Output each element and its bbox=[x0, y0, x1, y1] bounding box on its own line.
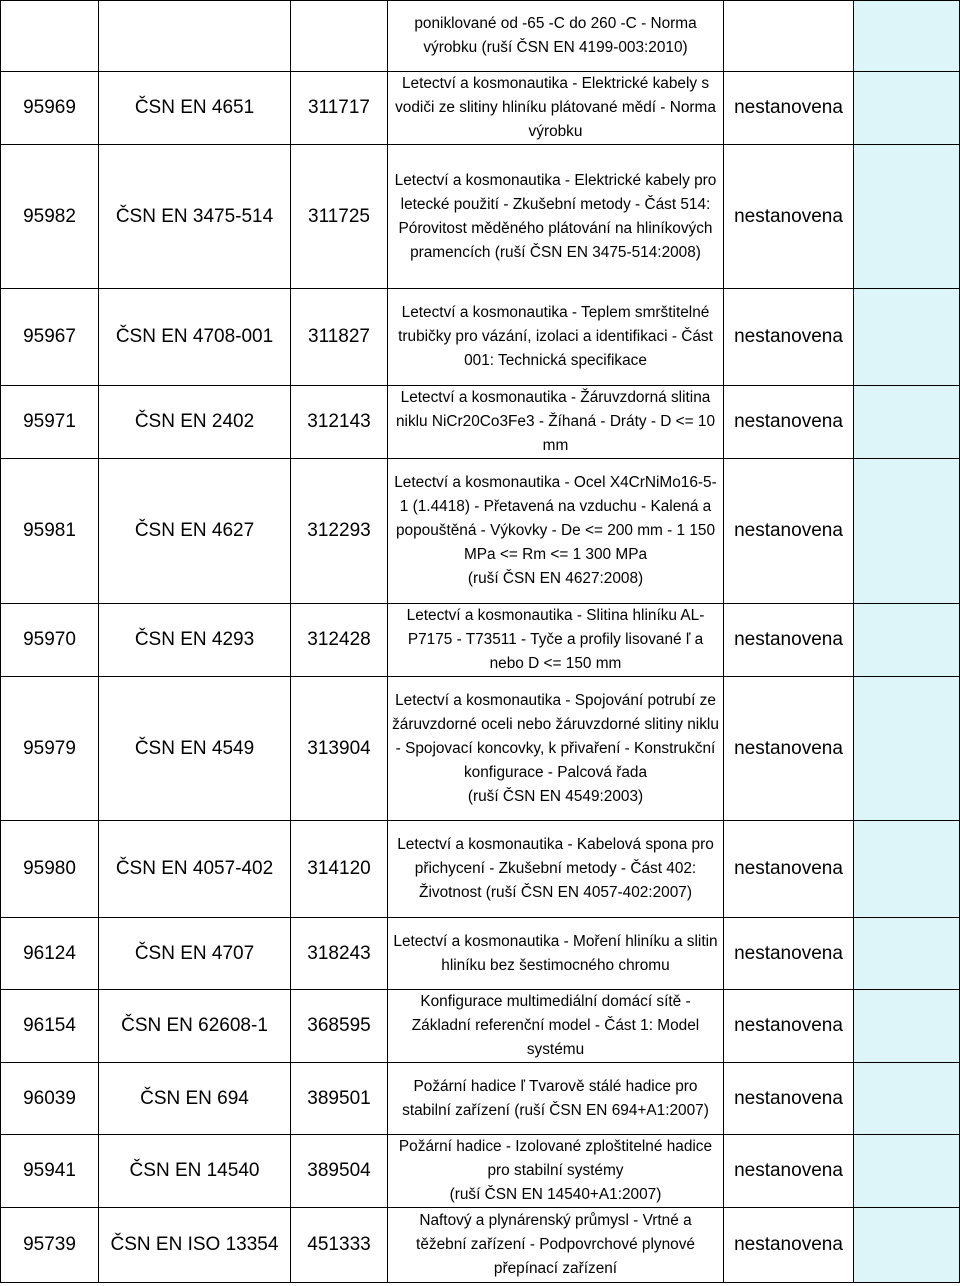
table-row bbox=[1, 386, 960, 459]
standard-designation-cell: ČSN EN 62608-1 bbox=[99, 990, 291, 1063]
table-row bbox=[1, 1063, 960, 1135]
highlighted-empty-cell bbox=[854, 459, 960, 604]
highlighted-empty-cell bbox=[854, 386, 960, 459]
standard-designation-cell: ČSN EN 4293 bbox=[99, 604, 291, 677]
status-cell: nestanovena bbox=[724, 1208, 854, 1283]
standard-designation-cell: ČSN EN 694 bbox=[99, 1063, 291, 1135]
standard-designation-cell: ČSN EN 4651 bbox=[99, 72, 291, 145]
classification-code-cell: 312428 bbox=[291, 604, 388, 677]
replaces-note: (ruší ČSN EN 694+A1:2007) bbox=[514, 1101, 709, 1119]
classification-code-cell: 313904 bbox=[291, 677, 388, 821]
catalog-number-cell: 96154 bbox=[1, 990, 99, 1063]
standard-title-text: poniklované od -65 -C do 260 -C - Norma výrobku bbox=[414, 15, 697, 56]
standard-title-cell bbox=[388, 677, 724, 821]
catalog-number-cell: 95969 bbox=[1, 72, 99, 145]
highlighted-empty-cell bbox=[854, 1135, 960, 1208]
table-row bbox=[1, 918, 960, 990]
highlighted-empty-cell bbox=[854, 677, 960, 821]
classification-code-cell: 311827 bbox=[291, 289, 388, 386]
status-cell: nestanovena bbox=[724, 386, 854, 459]
status-cell: nestanovena bbox=[724, 72, 854, 145]
catalog-number-cell: 95971 bbox=[1, 386, 99, 459]
catalog-number-cell: 96039 bbox=[1, 1063, 99, 1135]
standard-title-cell bbox=[388, 918, 724, 990]
status-cell: nestanovena bbox=[724, 1063, 854, 1135]
standard-title-text: Konfigurace multimediální domácí sítě - Základní referenční model - Část 1: Model systému bbox=[411, 993, 700, 1058]
standard-title-text: Letectví a kosmonautika - Elektrické kabely pro letecké použití - Zkušební metody - Část 514: Pórovitost měděného plátování na hliníkových pramencích bbox=[394, 171, 717, 261]
standard-designation-cell: ČSN EN 2402 bbox=[99, 386, 291, 459]
classification-code-cell: 389501 bbox=[291, 1063, 388, 1135]
standard-designation-cell: ČSN EN 3475-514 bbox=[99, 145, 291, 289]
catalog-number-cell: 95979 bbox=[1, 677, 99, 821]
standard-title-cell bbox=[388, 604, 724, 677]
highlighted-empty-cell bbox=[854, 145, 960, 289]
classification-code-cell: 314120 bbox=[291, 821, 388, 918]
status-cell: nestanovena bbox=[724, 459, 854, 604]
highlighted-empty-cell bbox=[854, 821, 960, 918]
standard-designation-cell: ČSN EN 14540 bbox=[99, 1135, 291, 1208]
standard-title-cell bbox=[388, 1208, 724, 1283]
status-cell: nestanovena bbox=[724, 604, 854, 677]
replaces-note: (ruší ČSN EN 3475-514:2008) bbox=[494, 243, 701, 261]
standard-title-text: Letectví a kosmonautika - Spojování potrubí ze žáruvzdorné oceli nebo žáruvzdorné slitiny niklu - Spojovací koncovky, k přivaření - Konstrukční konfigurace - Palcová řada bbox=[392, 691, 719, 781]
replaces-note: (ruší ČSN EN 14540+A1:2007) bbox=[449, 1186, 662, 1203]
catalog-number-cell: 95970 bbox=[1, 604, 99, 677]
status-cell: nestanovena bbox=[724, 145, 854, 289]
standard-title-cell bbox=[388, 145, 724, 289]
classification-code-cell: 311725 bbox=[291, 145, 388, 289]
highlighted-empty-cell bbox=[854, 1063, 960, 1135]
standard-designation-cell: ČSN EN 4057-402 bbox=[99, 821, 291, 918]
standard-title-cell bbox=[388, 1, 724, 72]
standard-title-cell bbox=[388, 459, 724, 604]
standard-title-cell bbox=[388, 821, 724, 918]
table-row bbox=[1, 1, 960, 72]
classification-code-cell: 368595 bbox=[291, 990, 388, 1063]
highlighted-empty-cell bbox=[854, 72, 960, 145]
status-cell bbox=[724, 1, 854, 72]
catalog-number-cell: 95982 bbox=[1, 145, 99, 289]
highlighted-empty-cell bbox=[854, 918, 960, 990]
classification-code-cell: 312143 bbox=[291, 386, 388, 459]
standard-designation-cell: ČSN EN 4707 bbox=[99, 918, 291, 990]
classification-code-cell: 312293 bbox=[291, 459, 388, 604]
standard-title-text: Požární hadice ľ Tvarově stálé hadice pro stabilní zařízení bbox=[402, 1077, 698, 1119]
standard-title-cell bbox=[388, 72, 724, 145]
table-row bbox=[1, 990, 960, 1063]
table-row bbox=[1, 604, 960, 677]
standard-designation-cell bbox=[99, 1, 291, 72]
table-row bbox=[1, 677, 960, 821]
highlighted-empty-cell bbox=[854, 990, 960, 1063]
standard-title-cell bbox=[388, 386, 724, 459]
table-row bbox=[1, 459, 960, 604]
standard-designation-cell: ČSN EN ISO 13354 bbox=[99, 1208, 291, 1283]
highlighted-empty-cell bbox=[854, 289, 960, 386]
catalog-number-cell bbox=[1, 1, 99, 72]
standards-table-body bbox=[1, 1, 960, 1283]
table-row bbox=[1, 289, 960, 386]
status-cell: nestanovena bbox=[724, 821, 854, 918]
standard-title-text: Požární hadice - Izolované zploštitelné hadice pro stabilní systémy bbox=[398, 1138, 713, 1179]
standard-title-cell bbox=[388, 1135, 724, 1208]
standard-designation-cell: ČSN EN 4549 bbox=[99, 677, 291, 821]
catalog-number-cell: 95980 bbox=[1, 821, 99, 918]
status-cell: nestanovena bbox=[724, 1135, 854, 1208]
table-row bbox=[1, 1208, 960, 1283]
highlighted-empty-cell bbox=[854, 1208, 960, 1283]
table-row bbox=[1, 1135, 960, 1208]
classification-code-cell: 311717 bbox=[291, 72, 388, 145]
standard-title-text: Letectví a kosmonautika - Kabelová spona pro přichycení - Zkušební metody - Část 402: Životnost bbox=[397, 836, 714, 901]
standard-title-text: Letectví a kosmonautika - Elektrické kabely s vodiči ze slitiny hliníku plátované mědí - Norma výrobku bbox=[395, 75, 716, 140]
status-cell: nestanovena bbox=[724, 918, 854, 990]
standard-title-cell bbox=[388, 289, 724, 386]
standard-title-text: Letectví a kosmonautika - Moření hliníku a slitin hliníku bez šestimocného chromu bbox=[393, 932, 718, 974]
standard-title-cell bbox=[388, 1063, 724, 1135]
classification-code-cell: 451333 bbox=[291, 1208, 388, 1283]
catalog-number-cell: 96124 bbox=[1, 918, 99, 990]
highlighted-empty-cell bbox=[854, 1, 960, 72]
standard-designation-cell: ČSN EN 4627 bbox=[99, 459, 291, 604]
classification-code-cell: 389504 bbox=[291, 1135, 388, 1208]
standard-title-text: Letectví a kosmonautika - Žáruvzdorná slitina niklu NiCr20Co3Fe3 - Žíhaná - Dráty - D <= 10 mm bbox=[395, 389, 716, 454]
standard-title-text: Naftový a plynárenský průmysl - Vrtné a těžební zařízení - Podpovrchové plynové přepínací zařízení bbox=[416, 1212, 695, 1277]
classification-code-cell: 318243 bbox=[291, 918, 388, 990]
catalog-number-cell: 95941 bbox=[1, 1135, 99, 1208]
highlighted-empty-cell bbox=[854, 604, 960, 677]
standard-title-text: Letectví a kosmonautika - Ocel X4CrNiMo16-5-1 (1.4418) - Přetavená na vzduchu - Kalená a popouštěná - Výkovky - De <= 200 mm - 1 150 MPa <= Rm <= 1 300 MPa bbox=[394, 474, 717, 563]
replaces-note: (ruší ČSN EN 4199-003:2010) bbox=[481, 39, 688, 56]
standard-designation-cell: ČSN EN 4708-001 bbox=[99, 289, 291, 386]
standard-title-text: Letectví a kosmonautika - Slitina hliníku AL-P7175 - T73511 - Tyče a profily lisované ľ a nebo D <= 150 mm bbox=[406, 607, 705, 672]
catalog-number-cell: 95739 bbox=[1, 1208, 99, 1283]
standard-title-text: Letectví a kosmonautika - Teplem smrštitelné trubičky pro vázání, izolaci a identifikaci - Část 001: Technická specifikace bbox=[398, 304, 713, 369]
catalog-number-cell: 95981 bbox=[1, 459, 99, 604]
status-cell: nestanovena bbox=[724, 990, 854, 1063]
replaces-note: (ruší ČSN EN 4627:2008) bbox=[467, 570, 644, 587]
table-row bbox=[1, 821, 960, 918]
table-row bbox=[1, 72, 960, 145]
table-row bbox=[1, 145, 960, 289]
replaces-note: (ruší ČSN EN 4549:2003) bbox=[467, 787, 644, 805]
classification-code-cell bbox=[291, 1, 388, 72]
status-cell: nestanovena bbox=[724, 677, 854, 821]
catalog-number-cell: 95967 bbox=[1, 289, 99, 386]
replaces-note: (ruší ČSN EN 4057-402:2007) bbox=[485, 884, 692, 901]
standard-title-cell bbox=[388, 990, 724, 1063]
status-cell: nestanovena bbox=[724, 289, 854, 386]
